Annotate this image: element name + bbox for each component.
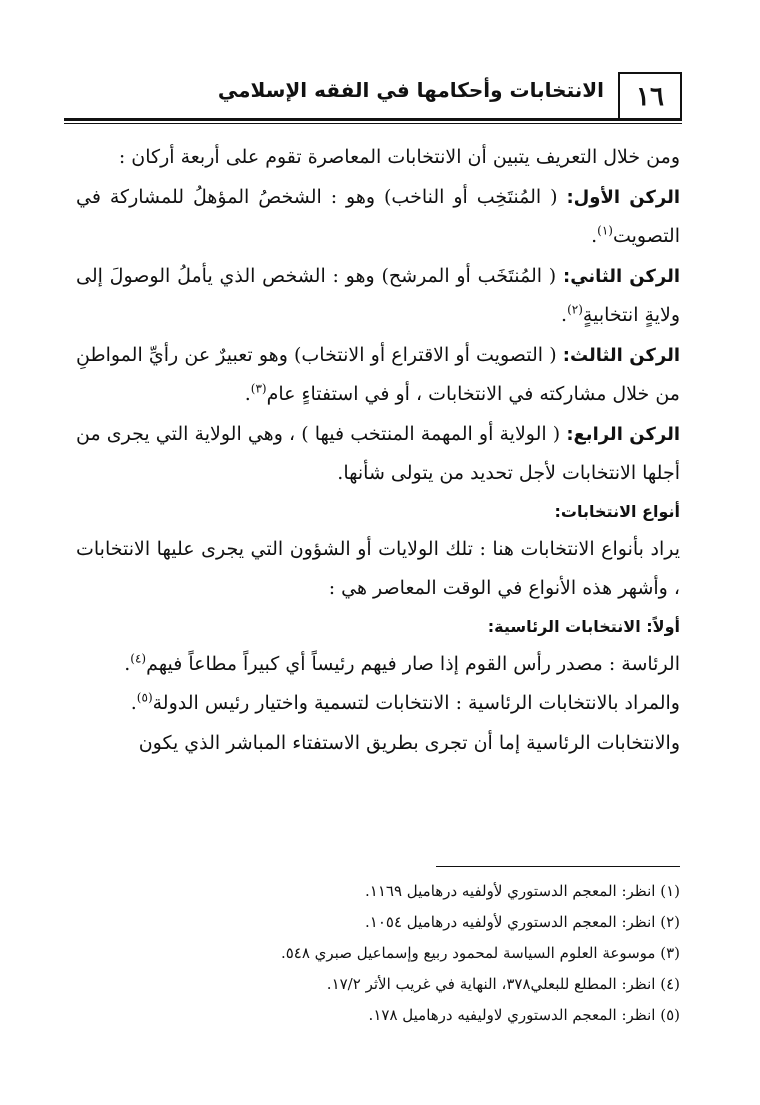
footnote-ref-2: (٢) bbox=[567, 302, 583, 317]
main-text bbox=[76, 138, 680, 763]
section-heading-types: أنواع الانتخابات: bbox=[554, 501, 680, 521]
pillar-2-label: الركن الثاني: bbox=[563, 265, 680, 287]
footnote-4: (٤) انظر: المطلع للبعلي٣٧٨، النهاية في غريب الأثر ١٧/٢. bbox=[326, 975, 680, 993]
header-rule-thin bbox=[64, 123, 682, 124]
pillar-3-paragraph: الركن الثالث: ( التصويت أو الاقتراع أو الانتخاب) وهو تعبيرٌ عن رأيِّ المواطنِ من خلال مشاركته في الانتخابات ، أو في استفتاءٍ عام$^{(٣)}$. bbox=[76, 343, 680, 405]
pillar-3-label: الركن الثالث: bbox=[562, 344, 680, 366]
types-paragraph: يراد بأنواع الانتخابات هنا : تلك الولايات أو الشؤون التي يجرى عليها الانتخابات ، وأشهر هذه الأنواع في الوقت المعاصر هي : bbox=[76, 537, 680, 599]
footnote-2: (٢) انظر: المعجم الدستوري لأولفيه درهاميل ١٠٥٤. bbox=[365, 913, 680, 931]
pillar-3-text: ( التصويت أو الاقتراع أو الانتخاب) وهو تعبيرٌ عن رأيِّ المواطنِ من خلال مشاركته في الانتخابات ، أو في استفتاءٍ عام bbox=[76, 343, 680, 405]
presidency-paragraph: الرئاسة : مصدر رأس القوم إذا صار فيهم رئيساً أي كبيراً مطاعاً فيهم$^{(٤)}$. bbox=[124, 651, 680, 675]
pillar-2-text: ( المُنتَخَب أو المرشح) وهو : الشخص الذي يأملُ الوصولَ إلى ولايةٍ انتخابيةٍ bbox=[76, 264, 680, 326]
running-title: الانتخابات وأحكامها في الفقه الإسلامي bbox=[217, 78, 604, 102]
pillar-4-paragraph bbox=[76, 415, 680, 494]
pillar-1-text: ( المُنتَخِب أو الناخب) وهو : الشخصُ المؤهلُ للمشاركة في التصويت bbox=[76, 185, 680, 247]
pillar-2-paragraph: الركن الثاني: ( المُنتَخَب أو المرشح) وهو : الشخص الذي يأملُ الوصولَ إلى ولايةٍ انتخابيةٍ$^{(٢)}$. bbox=[76, 264, 680, 326]
header-rule bbox=[64, 118, 682, 121]
footnote-ref-4: (٤) bbox=[130, 651, 147, 666]
footnote-3: (٣) موسوعة العلوم السياسة لمحمود ربيع وإسماعيل صبري ٥٤٨. bbox=[280, 944, 680, 962]
footnote-ref-3: (٣) bbox=[250, 381, 267, 396]
intro-paragraph: ومن خلال التعريف يتبين أن الانتخابات المعاصرة تقوم على أربعة أركان : bbox=[118, 146, 680, 168]
pillar-4-label: الركن الرابع: bbox=[566, 423, 680, 445]
footnote-1: (١) انظر: المعجم الدستوري لأولفيه درهاميل ١١٦٩. bbox=[365, 882, 680, 900]
pillar-1-paragraph: الركن الأول: ( المُنتَخِب أو الناخب) وهو : الشخصُ المؤهلُ للمشاركة في التصويت$^{(١)}$. bbox=[76, 185, 681, 247]
meaning-paragraph: والمراد بالانتخابات الرئاسية : الانتخابات لتسمية واختيار رئيس الدولة$^{(٥)}$. bbox=[130, 690, 680, 714]
footnote-separator bbox=[436, 866, 680, 867]
last-paragraph: والانتخابات الرئاسية إما أن تجرى بطريق الاستفتاء المباشر الذي يكون bbox=[138, 731, 680, 754]
footnote-5: (٥) انظر: المعجم الدستوري لاوليفيه درهاميل ١٧٨. bbox=[368, 1006, 680, 1024]
footnote-ref-5: (٥) bbox=[136, 690, 153, 705]
pillar-1-label: الركن الأول: bbox=[566, 186, 681, 208]
footnote-ref-1: (١) bbox=[597, 223, 613, 238]
pillar-4-text: ( الولاية أو المهمة المنتخب فيها ) ، وهي الولاية التي يجرى من أجلها الانتخابات لأجل تحديد من يتولى شأنها. bbox=[76, 422, 680, 484]
footnotes bbox=[80, 876, 680, 1031]
page-header bbox=[64, 72, 682, 122]
section-heading-presidential: أولاً: الانتخابات الرئاسية: bbox=[487, 616, 680, 636]
page-number: ١٦ bbox=[618, 72, 682, 120]
